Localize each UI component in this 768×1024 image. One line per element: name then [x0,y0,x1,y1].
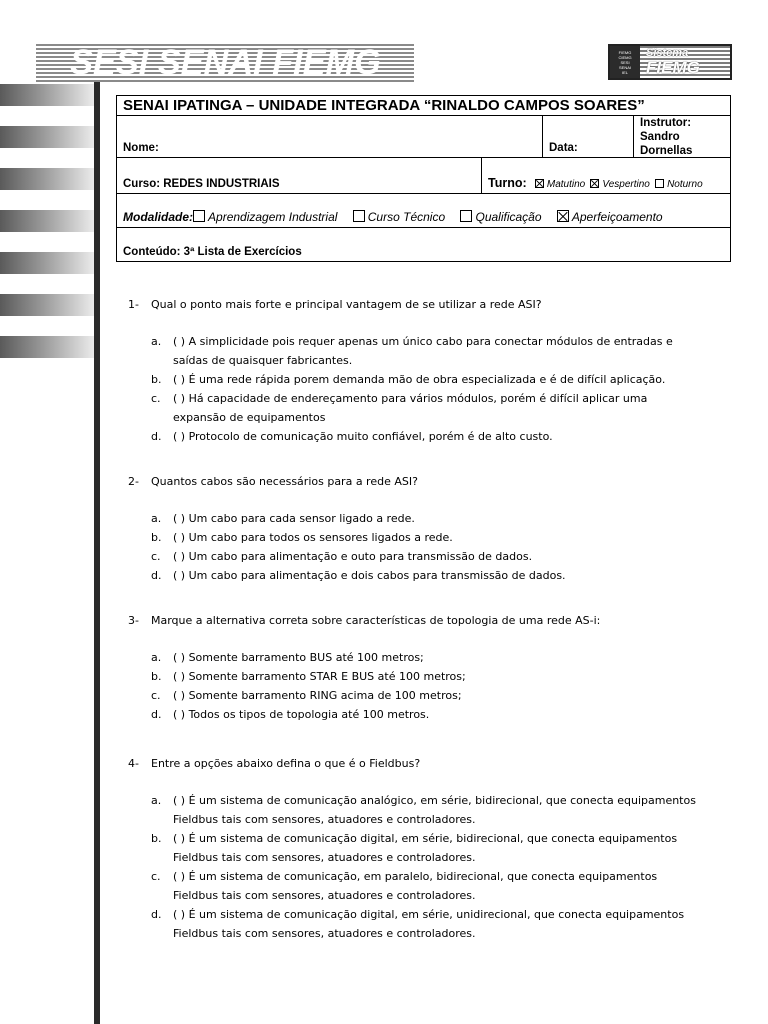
header-row-name [117,116,730,158]
checkbox-vespertino[interactable] [590,179,599,188]
header-row-curso [117,158,730,194]
checkbox-curso-tecnico[interactable] [353,210,365,222]
data-cell[interactable] [542,116,633,157]
option-letter: a. [151,794,162,807]
curso-cell [117,158,481,193]
option-4b[interactable] [151,829,731,867]
stripe [0,336,96,358]
option-text: expansão de equipamentos [173,411,326,424]
option-text: Fieldbus tais com sensores, atuadores e controladores. [173,927,476,940]
option-letter: b. [151,832,162,845]
logo-mini-text: CIEMG [618,54,632,60]
modalidade-aperfeicoamento-label: Aperfeiçoamento [571,210,663,224]
option-text: ( ) É um sistema de comunicação digital, em série, unidirecional, que conecta equipamentos [173,908,685,921]
option-text: ( ) A simplicidade pois requer apenas um único cabo para conectar módulos de entradas e [173,335,673,348]
option-text: ( ) É um sistema de comunicação digital, em série, bidirecional, que conecta equipamentos [173,832,678,845]
option-letter: a. [151,335,162,348]
option-text: ( ) Há capacidade de endereçamento para vários módulos, porém é difícil aplicar uma [173,392,648,405]
curso-text: Curso: REDES INDUSTRIAIS [123,178,280,190]
option-text: ( ) Um cabo para alimentação e outo para transmissão de dados. [173,550,533,563]
question-text: Entre a opções abaixo defina o que é o Fieldbus? [151,757,421,770]
option-letter: d. [151,569,162,582]
option-letter: a. [151,651,162,664]
question-text: Qual o ponto mais forte e principal vantagem de se utilizar a rede ASI? [151,298,542,311]
option-letter: c. [151,392,161,405]
option-text: saídas de quaisquer fabricantes. [173,354,353,367]
option-text: ( ) Somente barramento STAR E BUS até 100 metros; [173,670,466,683]
option-letter: d. [151,908,162,921]
sistema-fiemg-logo [608,44,732,80]
turno-matutino-label: Matutino [546,179,586,190]
option-2d[interactable] [151,566,731,585]
option-1c[interactable] [151,389,731,427]
checkbox-matutino[interactable] [535,179,544,188]
option-4a[interactable] [151,791,731,829]
stripe [0,294,96,316]
option-text: ( ) É um sistema de comunicação, em paralelo, bidirecional, que conecta equipamentos [173,870,658,883]
stripe [0,84,96,106]
option-4d[interactable] [151,905,731,943]
instrutor-label: Instrutor: [640,117,692,129]
option-3b[interactable] [151,667,731,686]
option-text: ( ) Um cabo para cada sensor ligado a rede. [173,512,415,525]
logo-mini-text: IEL [621,69,628,75]
stripe [0,168,96,190]
data-label: Data: [549,142,578,154]
option-text: ( ) Somente barramento RING acima de 100 metros; [173,689,462,702]
logo-mini-block [610,46,640,78]
logo-mini-text: SENAI [618,64,631,70]
modalidade-curso-tecnico-label: Curso Técnico [367,210,446,224]
question-text: Quantos cabos são necessários para a rede ASI? [151,475,418,488]
nome-cell[interactable] [117,116,542,157]
option-letter: b. [151,373,162,386]
option-3a[interactable] [151,648,731,667]
checkbox-aprendizagem[interactable] [193,210,205,222]
sesi-senai-fiemg-logo [36,44,414,82]
option-text: ( ) Somente barramento BUS até 100 metros; [173,651,424,664]
modalidade-aprendizagem-label: Aprendizagem Industrial [208,210,338,224]
turno-label: Turno: [488,176,527,190]
option-letter: a. [151,512,162,525]
question-text: Marque a alternativa correta sobre características de topologia de uma rede AS-i: [151,614,601,627]
option-3d[interactable] [151,705,731,724]
option-text: Fieldbus tais com sensores, atuadores e controladores. [173,889,476,902]
checkbox-noturno[interactable] [655,179,664,188]
option-1b[interactable] [151,370,731,389]
option-3c[interactable] [151,686,731,705]
conteudo-cell [117,228,730,261]
question-number: 4- [128,757,139,770]
header-form [116,95,731,262]
vertical-bar [94,82,100,1024]
option-text: Fieldbus tais com sensores, atuadores e controladores. [173,851,476,864]
turno-cell [481,158,730,193]
modalidade-cell [117,194,730,227]
header-row-modalidade [117,194,730,228]
option-text: ( ) Protocolo de comunicação muito confiável, porém é de alto custo. [173,430,553,443]
option-2a[interactable] [151,509,731,528]
option-text: ( ) Todos os tipos de topologia até 100 metros. [173,708,430,721]
option-4c[interactable] [151,867,731,905]
logo-sistema-text: Sistema [646,47,689,59]
modalidade-label: Modalidade: [123,210,194,224]
stripe [0,210,96,232]
option-letter: c. [151,550,161,563]
stripe [0,252,96,274]
logo-fiemg-text: FIEMG [646,58,700,77]
instrutor-name-2: Dornellas [640,145,693,157]
option-1d[interactable] [151,427,731,446]
option-text: ( ) Um cabo para alimentação e dois cabos para transmissão de dados. [173,569,566,582]
option-letter: b. [151,531,162,544]
option-text: ( ) É uma rede rápida porem demanda mão de obra especializada e é de difícil aplicação. [173,373,666,386]
nome-label: Nome: [123,142,159,154]
checkbox-aperfeicoamento[interactable] [557,210,569,222]
instrutor-cell [633,116,730,157]
option-letter: c. [151,689,161,702]
option-letter: b. [151,670,162,683]
header-title: SENAI IPATINGA – UNIDADE INTEGRADA “RINALDO CAMPOS SOARES” [117,96,730,116]
stripe [0,126,96,148]
option-text: Fieldbus tais com sensores, atuadores e controladores. [173,813,476,826]
question-number: 3- [128,614,139,627]
option-letter: d. [151,708,162,721]
logo-mini-text: SESI [620,59,630,65]
decorative-stripes [0,82,96,372]
header-row-conteudo [117,228,730,261]
question-number: 1- [128,298,139,311]
checkbox-qualificacao[interactable] [460,210,472,222]
turno-vespertino-label: Vespertino [602,179,650,190]
option-text: ( ) É um sistema de comunicação analógico, em série, bidirecional, que conecta equipamentos [173,794,696,807]
option-2c[interactable] [151,547,731,566]
logo-mini-text: FIEMG [618,49,632,55]
option-text: ( ) Um cabo para todos os sensores ligados a rede. [173,531,453,544]
option-letter: d. [151,430,162,443]
conteudo-text: Conteúdo: 3ª Lista de Exercícios [123,246,302,258]
option-letter: c. [151,870,161,883]
logo-text: SESI SENAI FIEMG [69,44,381,82]
question-number: 2- [128,475,139,488]
modalidade-qualificacao-label: Qualificação [475,210,542,224]
option-1a[interactable] [151,332,731,370]
instrutor-name-1: Sandro [640,131,680,143]
option-2b[interactable] [151,528,731,547]
turno-noturno-label: Noturno [667,179,703,190]
